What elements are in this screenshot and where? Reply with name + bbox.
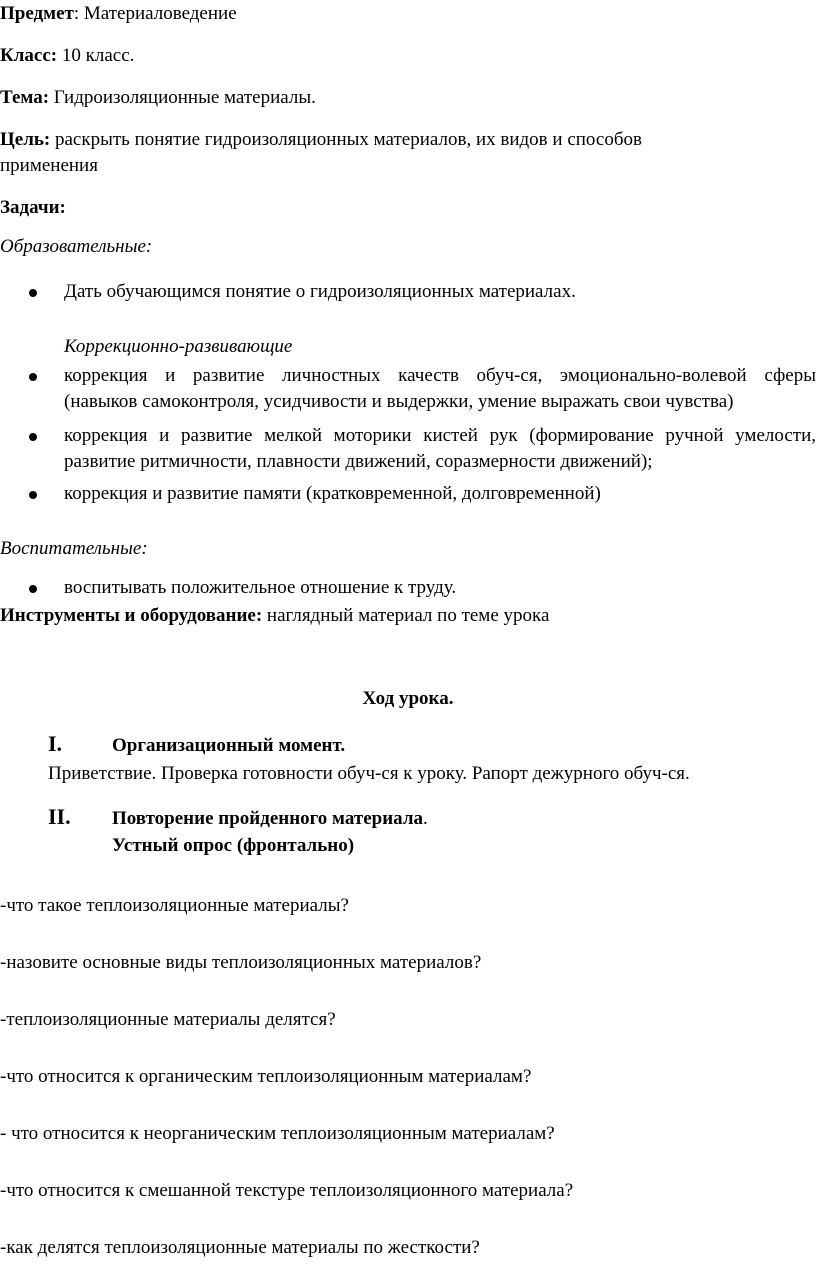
list-item-text: коррекция и развитие мелкой моторики кистей рук (формирование ручной умелости, [64, 425, 816, 446]
subject-label: Предмет [0, 3, 74, 24]
subject-value: Материаловедение [83, 3, 237, 24]
question-item: -что относится к смешанной текстуре теплоизоляционного материала? [0, 1180, 574, 1201]
goal-line-cont: применения [0, 155, 98, 176]
tools-label: Инструменты и оборудование: [0, 605, 263, 626]
question-item: -что такое теплоизоляционные материалы? [0, 895, 349, 916]
list-item-text: (навыков самоконтроля, усидчивости и выдержки, умение выражать свои чувства) [64, 391, 734, 412]
tools-line [0, 603, 549, 629]
section-title: Повторение пройденного материала [112, 808, 423, 829]
class-line [0, 43, 134, 69]
list-item-text: коррекция и развитие памяти (кратковременной, долговременной) [64, 483, 601, 504]
tasks-heading: Задачи: [0, 197, 66, 218]
question-item: -назовите основные виды теплоизоляционных материалов? [0, 952, 482, 973]
bullet-icon [29, 373, 37, 381]
list-item-text: коррекция и развитие личностных качеств обуч-ся, эмоционально-волевой сферы [64, 365, 816, 386]
list-item-text: развитие ритмичности, плавности движений, соразмерности движений); [64, 451, 653, 472]
upbringing-heading: Воспитательные: [0, 538, 148, 559]
question-item: -как делятся теплоизоляционные материалы по жесткости? [0, 1237, 480, 1258]
question-item: -теплоизоляционные материалы делятся? [0, 1009, 336, 1030]
bullet-icon [29, 433, 37, 441]
section-title: Организационный момент. [112, 735, 346, 756]
goal-label: Цель: [0, 129, 51, 150]
subject-line [0, 1, 237, 27]
goal-line [0, 127, 642, 153]
question-item: -что относится к органическим теплоизоляционным материалам? [0, 1066, 532, 1087]
question-item: - что относится к неорганическим теплоизоляционным материалам? [0, 1123, 555, 1144]
section-numeral: I. [48, 731, 63, 756]
section-subtitle: Устный опрос (фронтально) [112, 835, 355, 856]
section-title-end: . [423, 808, 428, 829]
topic-value: Гидроизоляционные материалы. [49, 87, 316, 108]
lesson-title: Ход урока. [362, 688, 454, 709]
section-title-line [112, 806, 428, 832]
list-item-text: воспитывать положительное отношение к труду. [64, 577, 457, 598]
class-value: 10 класс. [57, 45, 135, 66]
section-text: Приветствие. Проверка готовности обуч-ся к уроку. Рапорт дежурного обуч-ся. [48, 763, 690, 784]
goal-value: раскрыть понятие гидроизоляционных материалов, их видов и способов [50, 129, 642, 150]
bullet-icon [29, 491, 37, 499]
bullet-icon [29, 289, 37, 297]
list-item-text: Дать обучающимся понятие о гидроизоляционных материалах. [64, 281, 576, 302]
tools-value: наглядный материал по теме урока [262, 605, 550, 626]
topic-line [0, 85, 316, 111]
topic-label: Тема: [0, 87, 50, 108]
bullet-icon [29, 585, 37, 593]
class-label: Класс: [0, 45, 58, 66]
section-numeral: II. [48, 804, 71, 829]
educational-heading: Образовательные: [0, 236, 153, 257]
correctional-heading: Коррекционно-развивающие [64, 336, 293, 357]
subject-separator: : [73, 3, 84, 24]
